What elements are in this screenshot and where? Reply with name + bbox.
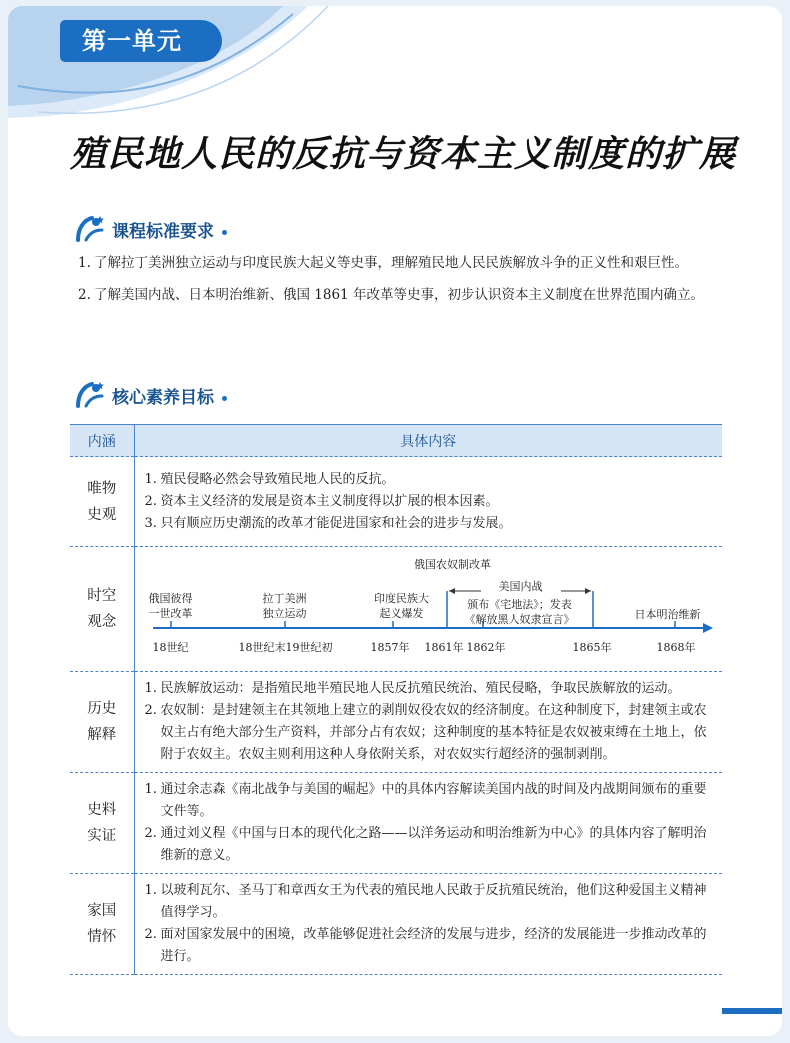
- list-item: 2. 面对国家发展中的困境，改革能够促进社会经济的发展与进步，经济的发展能进一步推动改革的进行。: [144, 927, 707, 964]
- item-number: 2.: [78, 287, 91, 303]
- timeline-date: 1868年: [656, 641, 696, 654]
- page-title: 殖民地人民的反抗与资本主义制度的扩展: [70, 134, 737, 175]
- history-timeline: [145, 551, 715, 667]
- list-item: [72, 250, 732, 276]
- row-key: 史料实证: [70, 773, 134, 874]
- row-content: [134, 672, 722, 773]
- standards-list: [72, 250, 732, 308]
- page-edge-bar: [722, 1008, 782, 1014]
- reading-figure-icon: [74, 380, 106, 410]
- timeline-event-serf-reform: 俄国农奴制改革: [414, 558, 491, 571]
- timeline-date: 1857年: [370, 641, 410, 654]
- item-text: 了解拉丁美洲独立运动与印度民族大起义等史事，理解殖民地人民民族解放斗争的正义性和艰巨性。: [94, 255, 688, 271]
- row-key: 时空观念: [70, 547, 134, 672]
- row-content: [134, 874, 722, 975]
- table-row: [70, 547, 722, 672]
- timeline-event-meiji: 日本明治维新: [634, 608, 701, 621]
- list-item: 1. 民族解放运动：是指殖民地半殖民地人民反抗殖民统治、殖民侵略，争取民族解放的运动。: [144, 681, 681, 696]
- timeline-date: 1862年: [466, 641, 506, 654]
- list-item: 2. 资本主义经济的发展是资本主义制度得以扩展的根本因素。: [144, 493, 499, 509]
- timeline-event-civil-war: 美国内战: [481, 579, 561, 594]
- table-row: [70, 874, 722, 975]
- literacy-heading-label: 核心素养目标: [112, 387, 214, 408]
- timeline-event-civil-war-detail: 颁布《宅地法》；发表 《解放黑人奴隶宣言》: [464, 598, 575, 626]
- list-item: 2. 农奴制：是封建领主在其领地上建立的剥削奴役农奴的经济制度。在这种制度下，封建领主或农奴主占有绝大部分生产资料，并部分占有农奴；这种制度的基本特征是农奴被束缚在土地上，依附于农奴主。农奴主则利用这种人身依附关系，对农奴实行超经济的强制剥削。: [144, 703, 707, 762]
- item-number: 1.: [78, 255, 91, 271]
- column-header-connotation: 内涵: [70, 425, 134, 457]
- list-item: 1. 殖民侵略必然会导致殖民地人民的反抗。: [144, 471, 395, 487]
- standards-heading-label: 课程标准要求: [112, 221, 214, 242]
- timeline-event-india-uprising: 印度民族大 起义爆发: [374, 592, 429, 620]
- literacy-goals-table: [70, 424, 722, 975]
- table-row: [70, 457, 722, 547]
- list-item: 1. 通过余志森《南北战争与美国的崛起》中的具体内容解读美国内战的时间及内战期间颁布的重要文件等。: [144, 782, 707, 819]
- row-content: [134, 457, 722, 547]
- row-key: 唯物史观: [70, 457, 134, 547]
- standards-section-heading: [74, 212, 227, 246]
- table-header-row: [70, 425, 722, 457]
- row-content: [134, 547, 722, 672]
- row-key: 家国情怀: [70, 874, 134, 975]
- timeline-date: 1865年: [572, 641, 612, 654]
- heading-dot: [222, 230, 227, 235]
- textbook-page: [8, 6, 782, 1036]
- timeline-date: 18世纪末19世纪初: [238, 641, 333, 654]
- unit-tag: 第一单元: [60, 20, 222, 62]
- reading-figure-icon: [74, 214, 106, 244]
- list-item: 2. 通过刘义程《中国与日本的现代化之路——以洋务运动和明治维新为中心》的具体内容了解明治维新的意义。: [144, 826, 707, 863]
- column-header-content: 具体内容: [134, 425, 722, 457]
- timeline-date: 1861年: [424, 641, 464, 654]
- table-row: [70, 672, 722, 773]
- timeline-date: 18世纪: [152, 641, 189, 654]
- timeline-event-latin-america: 拉丁美洲 独立运动: [262, 592, 307, 620]
- row-key: 历史解释: [70, 672, 134, 773]
- list-item: 3. 只有顺应历史潮流的改革才能促进国家和社会的进步与发展。: [144, 515, 512, 531]
- literacy-section-heading: [74, 378, 227, 412]
- list-item: [72, 282, 732, 308]
- timeline-event-peter-reform: 俄国彼得 一世改革: [148, 592, 193, 620]
- table-row: [70, 773, 722, 874]
- item-text: 了解美国内战、日本明治维新、俄国 1861 年改革等史事，初步认识资本主义制度在世界范围内确立。: [94, 287, 704, 303]
- list-item: 1. 以玻利瓦尔、圣马丁和章西女王为代表的殖民地人民敢于反抗殖民统治，他们这种爱国主义精神值得学习。: [144, 883, 707, 920]
- row-content: [134, 773, 722, 874]
- heading-dot: [222, 396, 227, 401]
